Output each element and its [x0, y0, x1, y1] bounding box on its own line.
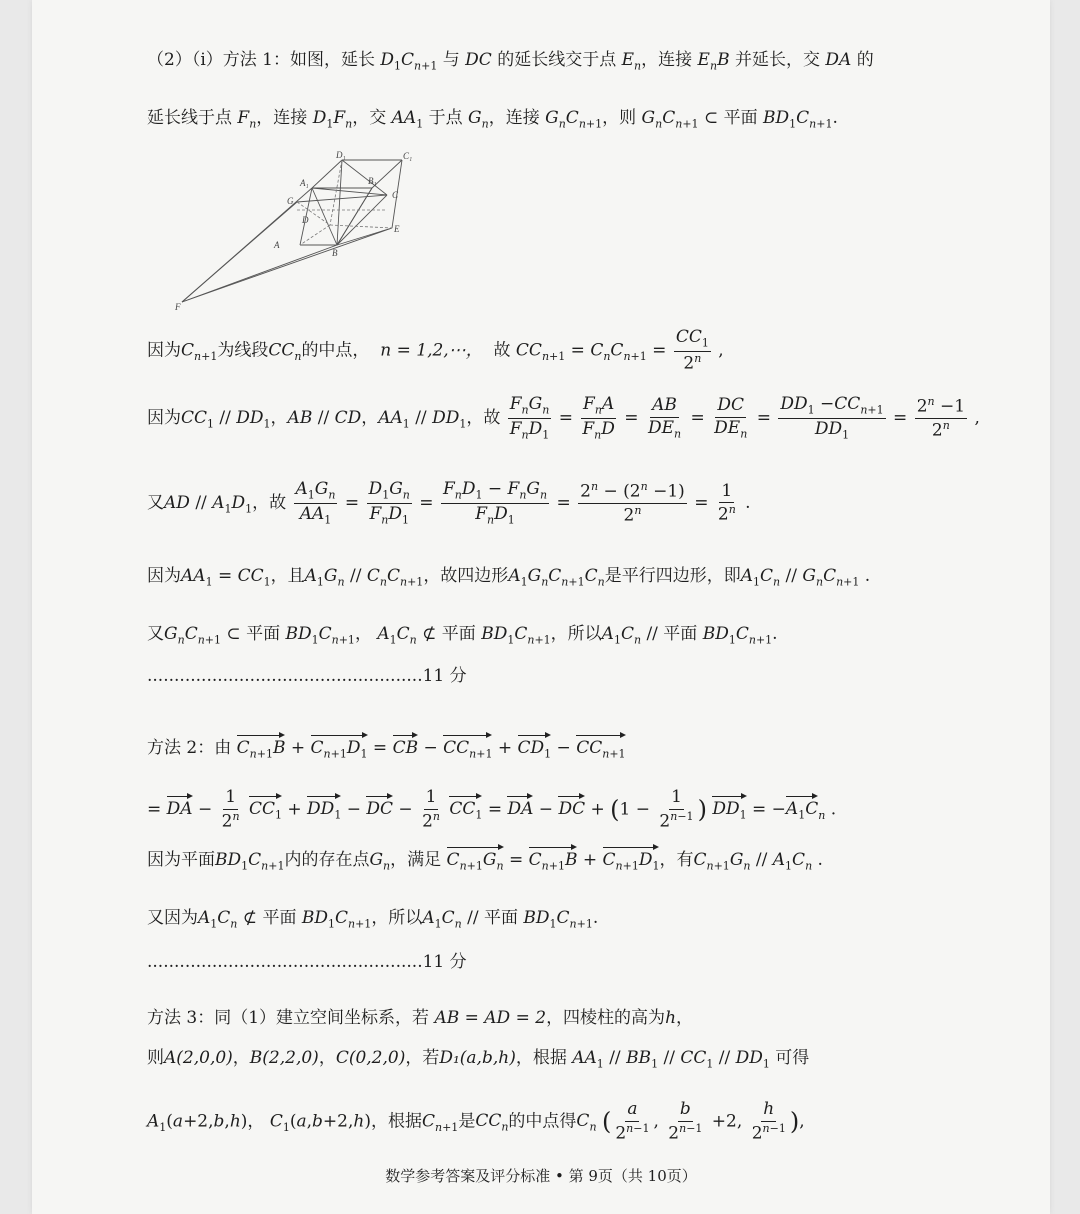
page-footer: 数学参考答案及评分标准 • 第 9页（共 10页） — [385, 1167, 697, 1185]
label-B1: B₁ — [368, 176, 377, 186]
prism-diagram — [172, 150, 412, 315]
label-C1: C₁ — [403, 151, 412, 161]
label-D1: D₁ — [336, 150, 346, 160]
statement-parallelogram: 因为$AA_1 = CC_1$，且$A_1G_n // C_nC_{n+1}$，故四边形$A_1G_nC_{n+1}C_n$是平行四边形，即$A_1C_n // G_nC_{n+1}$ . — [147, 566, 871, 589]
statement-ratios: 因为$CC_1 // DD_1$，AB // CD，$AA_1 // DD_1$，故 $\frac{F_nG_n}{F_nD_1}$ = $\frac{F_nA}{F_nD}$ = $\frac{AB}{DE_n}$ = $\frac{DC}{DE_n}$ = $\frac{DD_1 -CC_{n+1}}{DD_1}$ = $\frac{2^n -1}{2^n}$ , — [147, 394, 980, 442]
document-page — [32, 0, 1050, 1214]
method2-line2: = DA − $\frac{1}{2^n}$ $CC_1 + DD_1$ − DC − $\frac{1}{2^n}$ $CC_1$ = DA − DC + (1 − $\frac{1}{2^{n-1}}$ ) $DD_1 = -A_1C_n$ . — [147, 787, 837, 832]
method2-line4: 又因为$A_1C_n$ ⊄ 平面 $BD_1C_{n+1}$，所以$A_1C_n$ // 平面 $BD_1C_{n+1}$. — [147, 908, 599, 931]
label-G: G — [287, 196, 294, 206]
method3-line3: $A_1(a+2,b,h)$， $C_1(a,b+2,h)$，根据$C_{n+1}$是$CC_n$的中点得$C_n$ ( $\frac{a}{2^{n-1}}$ , $\frac{b}{2^{n-1}}$ +2, $\frac{h}{2^{n-1}}$ ), — [147, 1099, 805, 1144]
label-E: E — [394, 224, 400, 234]
statement-conclusion-1: 又$G_nC_{n+1}$ ⊂ 平面 $BD_1C_{n+1}$， $A_1C_n$ ⊄ 平面 $BD_1C_{n+1}$，所以$A_1C_n$ // 平面 $BD_1C_{n+1}$. — [147, 624, 778, 647]
method1-intro-line2: 延长线于点 $F_n$，连接 $D_1F_n$，交 $AA_1$ 于点 $G_n$，连接 $G_nC_{n+1}$，则 $G_nC_{n+1}$ ⊂ 平面 $BD_1C_{n+1}$. — [147, 108, 838, 131]
method2-line3: 因为平面$BD_1C_{n+1}$内的存在点$G_n$，满足 $C_{n+1}G_n = C_{n+1}B + C_{n+1}D_1$，有$C_{n+1}G_n // A_1C_n$ . — [147, 850, 823, 873]
label-F: F — [175, 302, 181, 312]
label-C: C — [392, 190, 399, 200]
label-B: B — [332, 248, 338, 258]
method1-intro-line1: （2）（i）方法 1：如图，延长 $D_1C_{n+1}$ 与 DC 的延长线交于点 $E_n$，连接 $E_nB$ 并延长，交 DA 的 — [147, 50, 874, 73]
label-A1: A₁ — [300, 178, 309, 188]
statement-ratio-a1gn: 又AD // $A_1D_1$，故 $\frac{A_1G_n}{AA_1}$ = $\frac{D_1G_n}{F_nD_1}$ = $\frac{F_nD_1 - F_nG_n}{F_nD_1}$ = $\frac{2^n - (2^n -1)}{2^n}$ = $\frac{1}{2^n}$ . — [147, 479, 751, 527]
method2-line1: 方法 2：由 $C_{n+1}B + C_{n+1}D_1$ = CB − $CC_{n+1} + CD_1 - CC_{n+1}$ — [147, 738, 626, 761]
score-line-2: ...................................................11 分 — [147, 952, 467, 972]
score-line-1: ...................................................11 分 — [147, 666, 467, 686]
method3-line2: 则A(2,0,0)，B(2,2,0)，C(0,2,0)，若D₁(a,b,h)，根据 $AA_1 // BB_1 // CC_1 // DD_1$ 可得 — [147, 1048, 810, 1071]
statement-midpoint: 因为$C_{n+1}$为线段$CC_n$的中点， n = 1,2,⋯， 故 $CC_{n+1} = C_nC_{n+1}$ = $\frac{CC_1}{2^n}$ , — [147, 327, 724, 374]
label-A: A — [274, 240, 280, 250]
method3-line1: 方法 3：同（1）建立空间坐标系，若 AB = AD = 2，四棱柱的高为h， — [147, 1008, 694, 1028]
label-D: D — [302, 215, 309, 225]
